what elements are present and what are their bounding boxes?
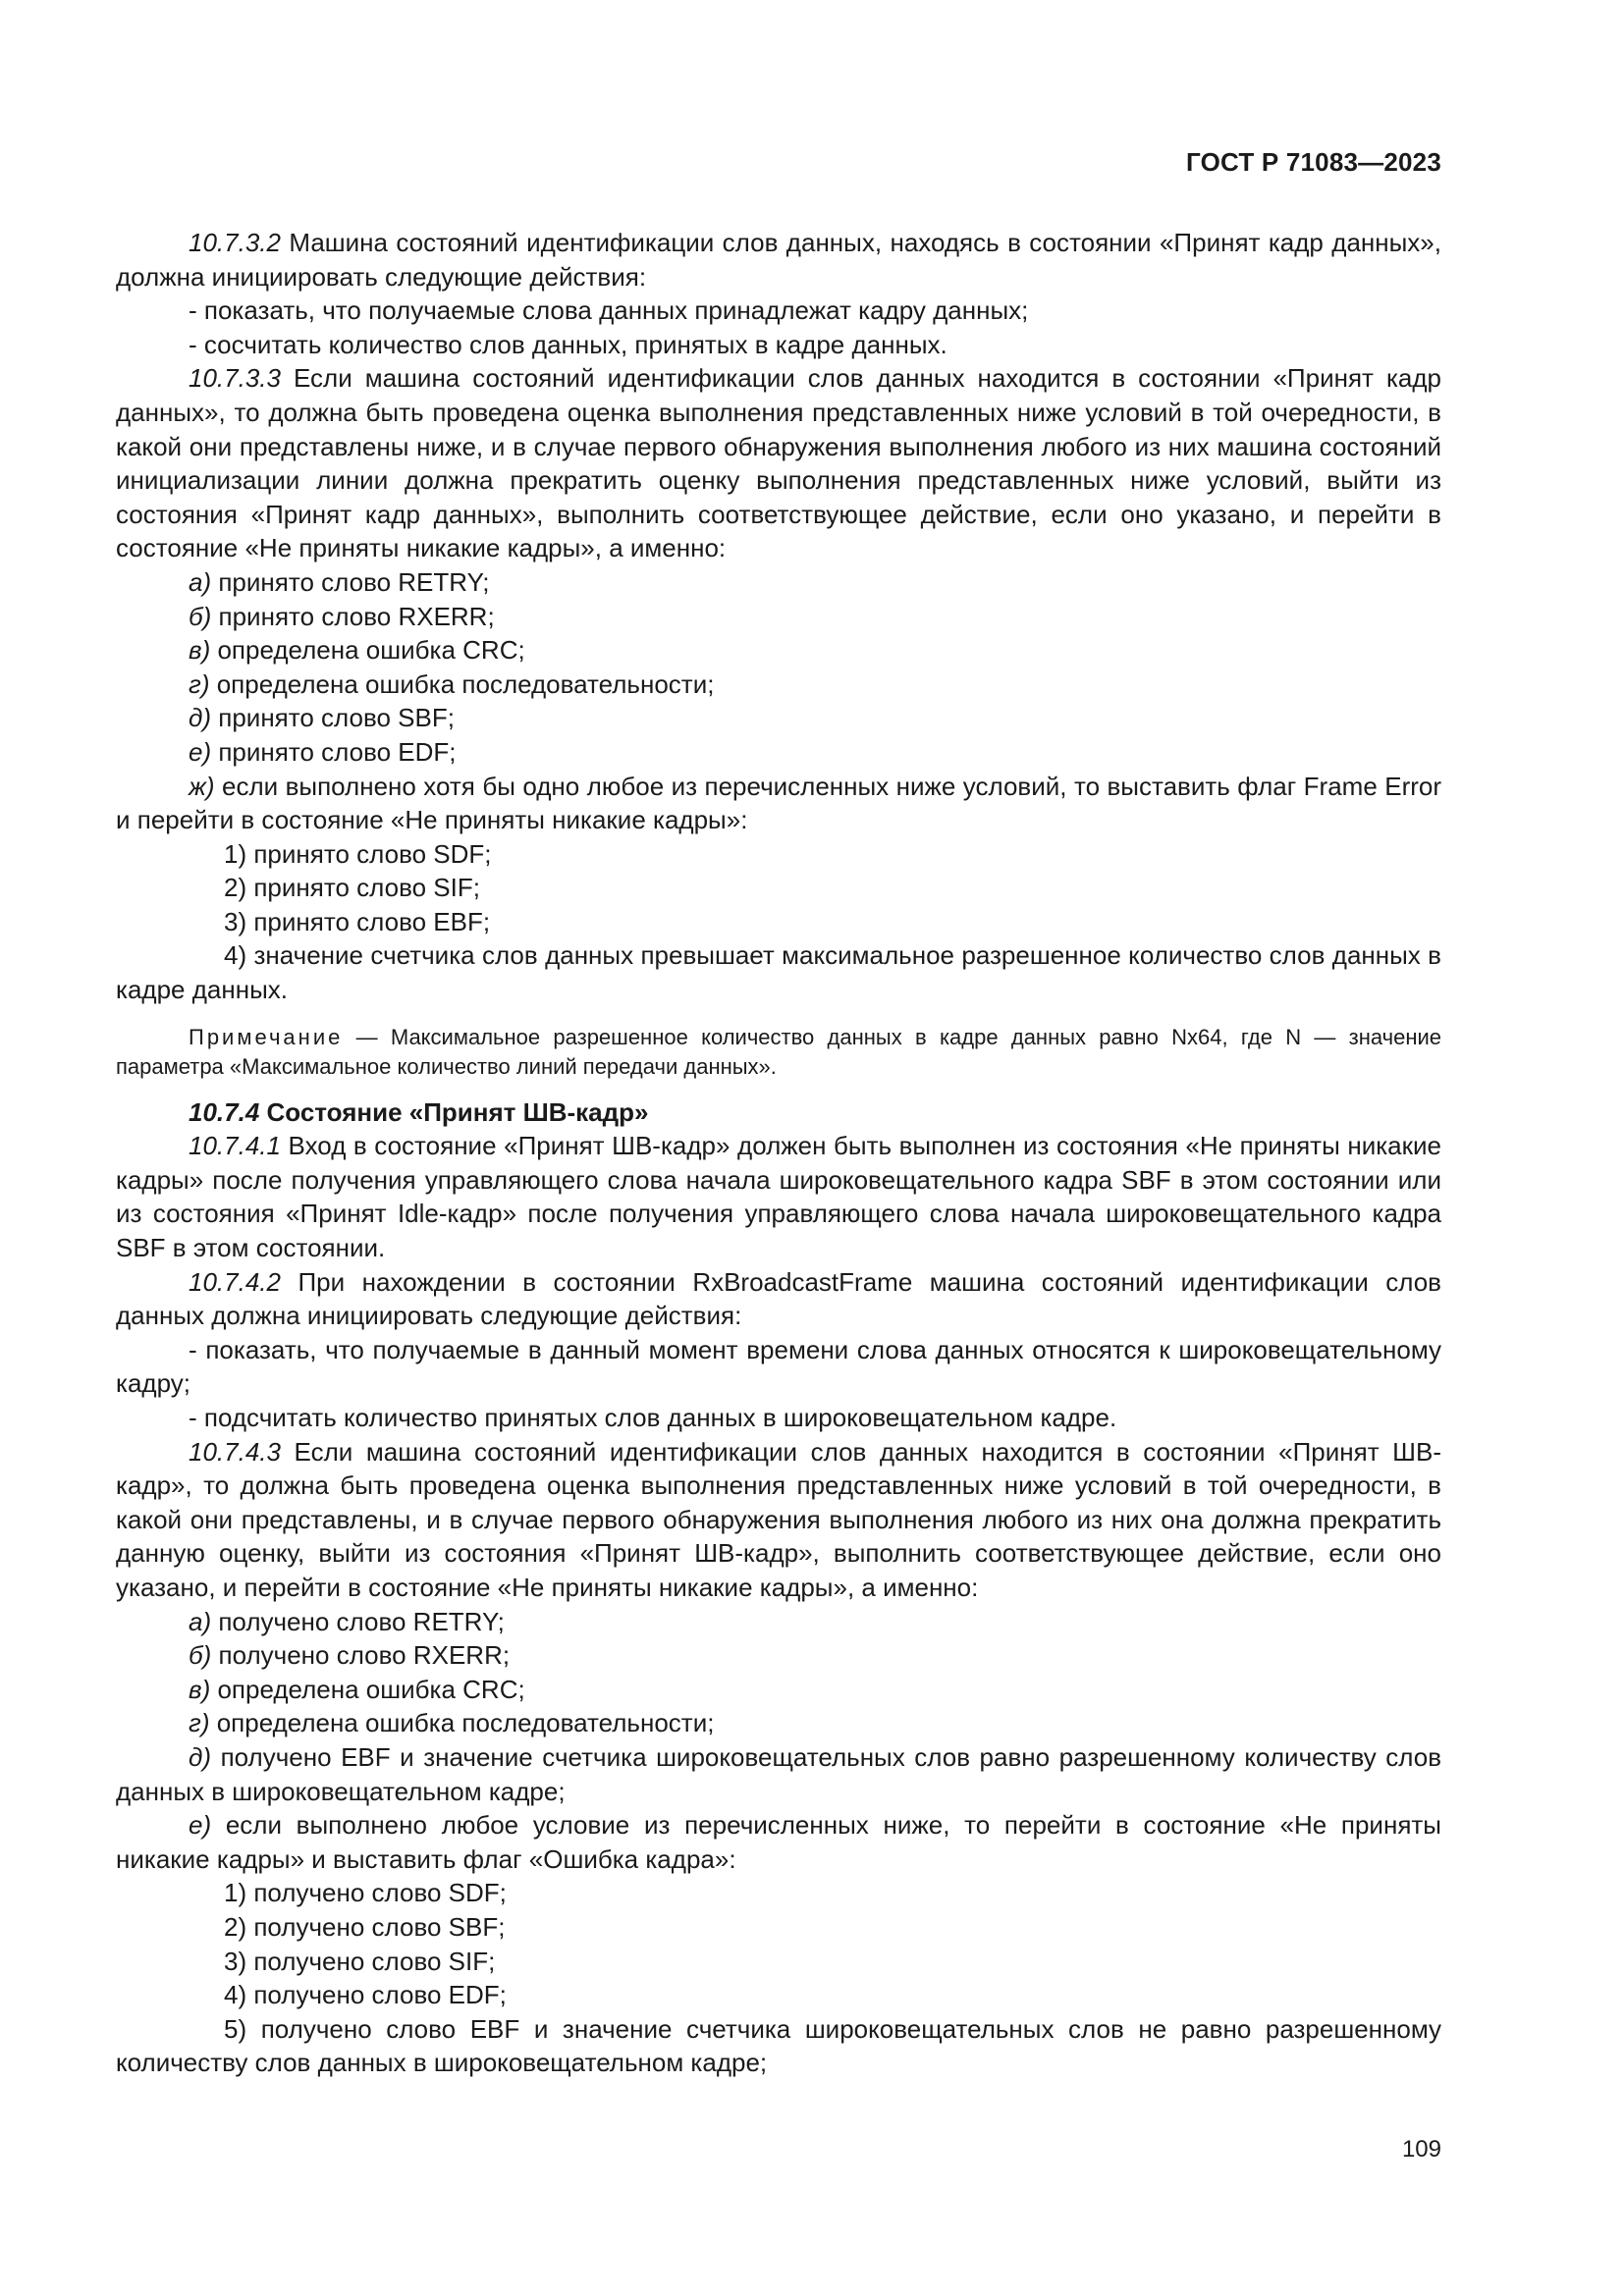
paragraph-text: принято слово EDF; xyxy=(211,736,457,767)
paragraph xyxy=(116,361,1441,565)
item-number: б) xyxy=(189,1640,212,1671)
item-number: 10.7.3.3 xyxy=(189,363,281,394)
paragraph-text: Вход в состояние «Принят ШВ-кадр» должен быть выполнен из состояния «Не приняты никакие кадры» после получения управляющего слова начала широковещательного кадра SBF в этом состоянии или из состояния «Принят Idle-кадр» после получения управляющего слова начала широковещательного кадра SBF в этом состоянии. xyxy=(116,1131,1441,1263)
paragraph-text: получено слово RETRY; xyxy=(211,1606,505,1636)
list-item xyxy=(116,328,1441,362)
item-number: е) xyxy=(189,736,212,767)
sub-list-item xyxy=(116,837,1441,872)
item-number: б) xyxy=(189,601,212,631)
paragraph-text: — Максимальное разрешенное количество данных в кадре данных равно Nx64, где N — значение параметра «Максимальное количество линий передачи данных». xyxy=(116,1024,1441,1079)
list-item xyxy=(116,735,1441,770)
item-number: в) xyxy=(189,1674,211,1704)
paragraph-text: - показать, что получаемые в данный момент времени слова данных относятся к широковещательному кадру; xyxy=(116,1334,1441,1399)
paragraph-text: 4) получено слово EDF; xyxy=(224,1980,507,2010)
item-number: д) xyxy=(189,1741,212,1772)
paragraph-text: - подсчитать количество принятых слов данных в широковещательном кадре. xyxy=(189,1403,1117,1432)
list-item xyxy=(116,1401,1441,1435)
list-item xyxy=(116,1638,1441,1673)
sub-list-item xyxy=(116,938,1441,1006)
list-item xyxy=(116,600,1441,634)
item-number: е) xyxy=(189,1810,212,1841)
page-number: 109 xyxy=(1401,2136,1441,2163)
item-number: г) xyxy=(189,668,210,699)
section-heading xyxy=(116,1095,1441,1130)
paragraph-text: - показать, что получаемые слова данных принадлежат кадру данных; xyxy=(189,295,1029,326)
list-item xyxy=(116,1706,1441,1740)
list-item xyxy=(116,633,1441,667)
paragraph-text: Если машина состояний идентификации слов данных находится в состоянии «Принят кадр данных», то должна быть проведена оценка выполнения представленных ниже условий в той очередности, в какой они представлены ниже, и в случае первого обнаружения выполнения любого из них машина состояний инициализации линии должна прекратить оценку выполнения представленных ниже условий, выйти из состояния «Принят кадр данных», выполнить соответствующее действие, если оно указано, и перейти в состояние «Не приняты никакие кадры», а именно: xyxy=(116,363,1441,563)
list-item xyxy=(116,701,1441,735)
paragraph-text: Состояние «Принят ШВ-кадр» xyxy=(259,1096,649,1127)
paragraph xyxy=(116,770,1441,837)
item-number: 10.7.4 xyxy=(189,1096,260,1127)
sub-list-item xyxy=(116,871,1441,905)
item-number: 10.7.4.1 xyxy=(189,1131,281,1161)
paragraph-text: При нахождении в состоянии RxBroadcastFrame машина состояний идентификации слов данных должна инициировать следующие действия: xyxy=(116,1266,1441,1331)
list-item xyxy=(116,667,1441,702)
paragraph xyxy=(116,1740,1441,1808)
list-item xyxy=(116,1673,1441,1707)
paragraph-text: определена ошибка CRC; xyxy=(210,635,525,666)
paragraph xyxy=(116,1265,1441,1333)
paragraph-text: если выполнено любое условие из перечисленных ниже, то перейти в состояние «Не приняты никакие кадры» и выставить флаг «Ошибка кадра»: xyxy=(116,1810,1441,1874)
paragraph xyxy=(116,1333,1441,1401)
item-number: г) xyxy=(189,1708,210,1738)
sub-list-item xyxy=(116,2012,1441,2080)
document-body xyxy=(116,226,1441,2080)
paragraph-text: принято слово RXERR; xyxy=(211,601,495,631)
paragraph-text: 2) получено слово SBF; xyxy=(224,1911,506,1942)
paragraph xyxy=(116,226,1441,294)
paragraph-text: 1) получено слово SDF; xyxy=(224,1878,507,1908)
list-item xyxy=(116,565,1441,600)
paragraph-text: 2) принято слово SIF; xyxy=(224,873,480,903)
paragraph-text: 5) получено слово EBF и значение счетчика широковещательных слов не равно разрешенному количеству слов данных в широковещательном кадре; xyxy=(116,2013,1441,2078)
paragraph xyxy=(116,1129,1441,1264)
sub-list-item xyxy=(116,1876,1441,1910)
document-header: ГОСТ Р 71083—2023 xyxy=(1186,147,1441,177)
item-number: ж) xyxy=(189,771,215,801)
note xyxy=(116,1023,1441,1082)
paragraph-text: получено слово RXERR; xyxy=(211,1640,511,1671)
note-label: Примечание xyxy=(189,1024,344,1049)
list-item xyxy=(116,294,1441,328)
paragraph-text: определена ошибка последовательности; xyxy=(209,1708,715,1738)
paragraph-text: определена ошибка CRC; xyxy=(210,1674,525,1704)
sub-list-item xyxy=(116,1910,1441,1945)
paragraph-text: Машина состояний идентификации слов данных, находясь в состоянии «Принят кадр данных», должна инициировать следующие действия: xyxy=(116,228,1441,292)
item-number: 10.7.4.3 xyxy=(189,1436,281,1467)
paragraph-text: 4) значение счетчика слов данных превышает максимальное разрешенное количество слов данных в кадре данных. xyxy=(116,940,1441,1005)
paragraph xyxy=(116,1435,1441,1605)
sub-list-item xyxy=(116,905,1441,939)
paragraph-text: 3) получено слово SIF; xyxy=(224,1946,496,1976)
item-number: а) xyxy=(189,566,212,597)
paragraph-text: если выполнено хотя бы одно любое из перечисленных ниже условий, то выставить флаг Frame Error и перейти в состояние «Не приняты никакие кадры»: xyxy=(116,771,1441,835)
item-number: а) xyxy=(189,1606,212,1636)
item-number: 10.7.4.2 xyxy=(189,1266,281,1297)
item-number: 10.7.3.2 xyxy=(189,228,281,257)
paragraph-text: Если машина состояний идентификации слов данных находится в состоянии «Принят ШВ-кадр», то должна быть проведена оценка выполнения представленных ниже условий в той очередности, в какой они представлены, и в случае первого обнаружения выполнения любого из них она должна прекратить данную оценку, выйти из состояния «Принят ШВ-кадр», выполнить соответствующее действие, если оно указано, и перейти в состояние «Не приняты никакие кадры», а именно: xyxy=(116,1436,1441,1602)
paragraph-text: - сосчитать количество слов данных, принятых в кадре данных. xyxy=(189,329,947,359)
paragraph-text: принято слово RETRY; xyxy=(211,566,490,597)
paragraph-text: 3) принято слово EBF; xyxy=(224,906,491,936)
paragraph-text: получено EBF и значение счетчика широковещательных слов равно разрешенному количеству слов данных в широковещательном кадре; xyxy=(116,1741,1441,1806)
list-item xyxy=(116,1605,1441,1639)
paragraph-text: определена ошибка последовательности; xyxy=(209,668,715,699)
paragraph-text: 1) принято слово SDF; xyxy=(224,838,492,869)
sub-list-item xyxy=(116,1978,1441,2012)
item-number: д) xyxy=(189,703,212,733)
item-number: в) xyxy=(189,635,211,666)
paragraph xyxy=(116,1808,1441,1876)
sub-list-item xyxy=(116,1945,1441,1979)
paragraph-text: принято слово SBF; xyxy=(211,703,455,733)
